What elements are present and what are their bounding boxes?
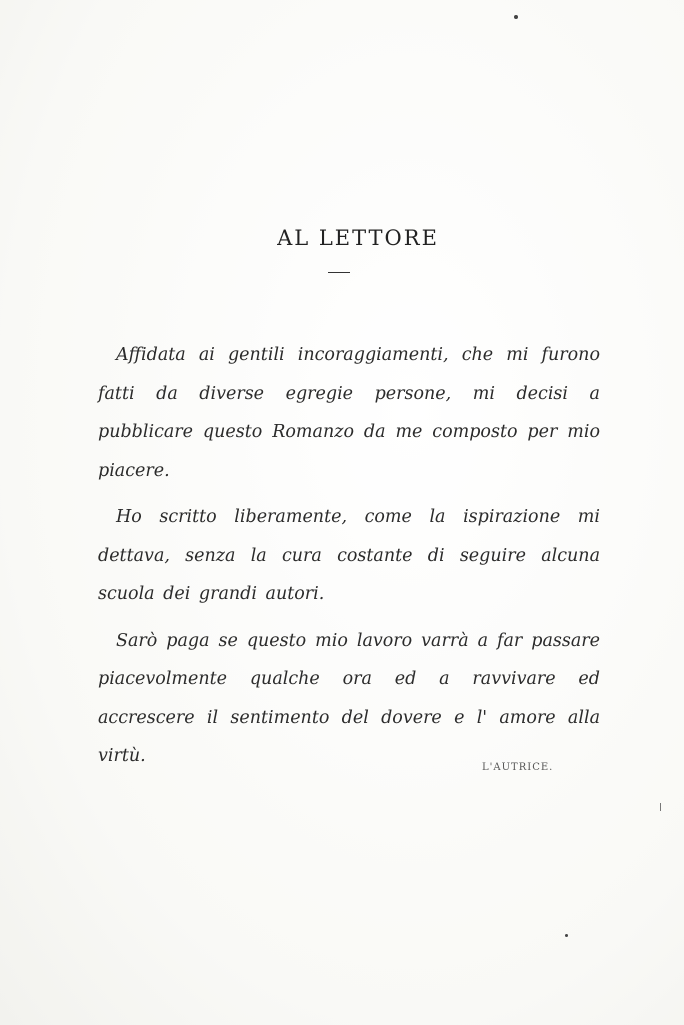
paragraph: Ho scritto liberamente, come la ispirazione mi dettava, senza la cura costante di seguire alcuna scuola dei grandi autori.	[98, 507, 600, 604]
title-rule	[328, 272, 350, 273]
page-title: AL LETTORE	[277, 226, 439, 250]
paragraph: Sarò paga se questo mio lavoro varrà a far passare piacevolmente qualche ora ed a ravvivare ed accrescere il sentimento del dovere e l' amore alla virtù.	[98, 630, 600, 766]
author-signature: L'AUTRICE.	[482, 762, 554, 773]
ink-speck	[514, 15, 518, 19]
paragraph: Affidata ai gentili incoraggiamenti, che mi furono fatti da diverse egregie persone, mi decisi a pubblicare questo Romanzo da me composto per mio piacere.	[98, 345, 600, 481]
ink-speck	[565, 934, 568, 937]
ink-speck	[660, 803, 661, 811]
preface-body	[98, 336, 600, 784]
